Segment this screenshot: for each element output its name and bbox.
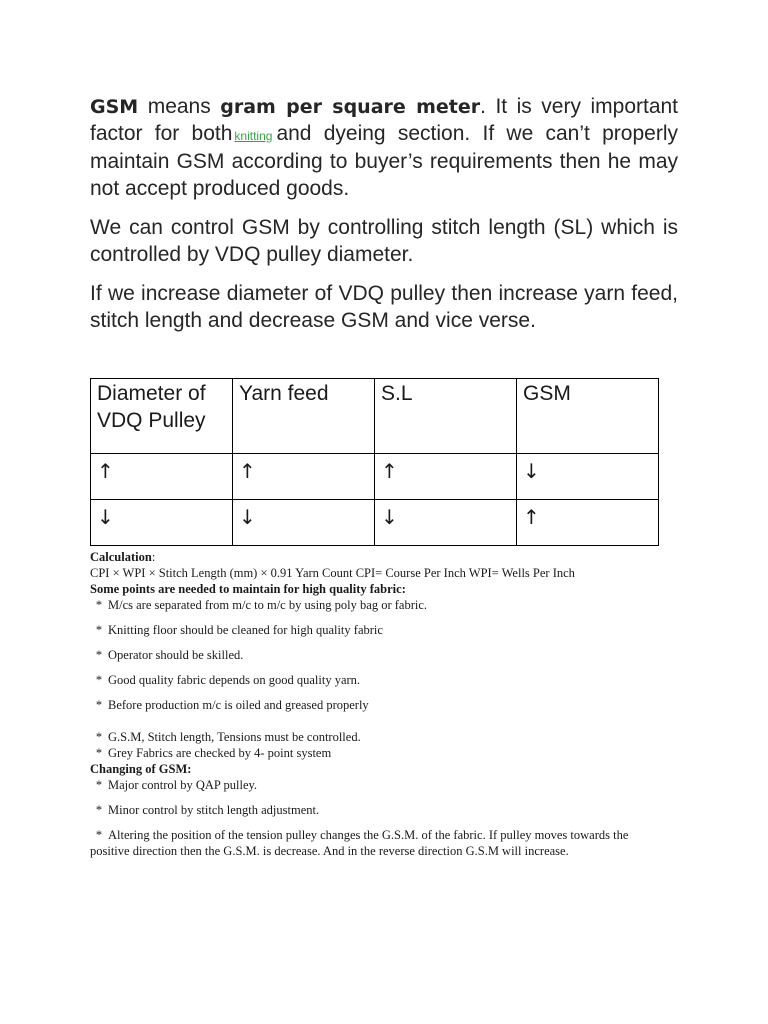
asterisk-icon: * [95, 623, 103, 637]
calculation-label: Calculation [90, 550, 152, 564]
list-item: * Operator should be skilled. [90, 647, 670, 663]
intro-paragraph-gsm [90, 94, 678, 202]
asterisk-icon: * [95, 746, 103, 760]
quality-heading: Some points are needed to maintain for high quality fabric: [90, 582, 406, 596]
knitting-link[interactable]: knitting [234, 128, 273, 143]
table-row [91, 500, 659, 546]
notes-section [90, 549, 670, 859]
list-item: * Altering the position of the tension pulley changes the G.S.M. of the fabric. If pulley moves towards the positive direction then the G.S.M. is decrease. And in the reverse direction G.S.M will increase. [90, 828, 629, 858]
up-arrow-icon: ↑ [233, 454, 375, 500]
gsm-definition: gram per square meter [220, 96, 481, 118]
header-diameter: Diameter of VDQ Pulley [91, 379, 233, 454]
calculation-heading [90, 549, 670, 565]
calculation-colon: : [151, 550, 156, 564]
list-item: * Knitting floor should be cleaned for high quality fabric [90, 622, 670, 638]
up-arrow-icon: ↑ [375, 454, 517, 500]
dyeing-text: and dyeing section. If we can’t properly maintain GSM according to buyer’s requirements then he may not accept produced goods. [90, 121, 678, 200]
asterisk-icon: * [95, 803, 103, 817]
asterisk-icon: * [95, 698, 103, 712]
importance-text: . It is very important factor for both [90, 95, 679, 145]
intro-paragraph-control: We can control GSM by controlling stitch length (SL) which is controlled by VDQ pulley diameter. [90, 216, 678, 266]
list-item: * Major control by QAP pulley. [90, 777, 670, 793]
asterisk-icon: * [95, 598, 103, 612]
intro-section [90, 94, 678, 347]
header-stitch-length: S.L [375, 379, 517, 454]
means-text: means [138, 95, 221, 118]
list-item: * Minor control by stitch length adjustment. [90, 802, 670, 818]
table-row [91, 454, 659, 500]
header-yarn-feed: Yarn feed [233, 379, 375, 454]
asterisk-icon: * [95, 828, 103, 842]
up-arrow-icon: ↑ [91, 454, 233, 500]
asterisk-icon: * [95, 673, 103, 687]
list-item: * M/cs are separated from m/c to m/c by using poly bag or fabric. [90, 597, 670, 613]
intro-paragraph-vdq: If we increase diameter of VDQ pulley then increase yarn feed, stitch length and decrease GSM and vice verse. [90, 282, 678, 332]
down-arrow-icon: ↓ [233, 500, 375, 546]
calculation-formula: CPI × WPI × Stitch Length (mm) × 0.91 Yarn Count CPI= Course Per Inch WPI= Wells Per Inch [90, 566, 575, 580]
header-gsm: GSM [517, 379, 659, 454]
asterisk-icon: * [95, 648, 103, 662]
down-arrow-icon: ↓ [517, 454, 659, 500]
gsm-term: GSM [90, 96, 139, 118]
list-item: * Before production m/c is oiled and greased properly [90, 697, 670, 713]
list-item: * Good quality fabric depends on good quality yarn. [90, 672, 670, 688]
down-arrow-icon: ↓ [91, 500, 233, 546]
table-header-row [91, 379, 659, 454]
up-arrow-icon: ↑ [517, 500, 659, 546]
asterisk-icon: * [95, 778, 103, 792]
asterisk-icon: * [95, 730, 103, 744]
vdq-gsm-table [90, 378, 659, 546]
list-item: * G.S.M, Stitch length, Tensions must be controlled. [90, 729, 670, 745]
down-arrow-icon: ↓ [375, 500, 517, 546]
changing-gsm-heading: Changing of GSM: [90, 762, 192, 776]
list-item: * Grey Fabrics are checked by 4- point system [90, 745, 670, 761]
